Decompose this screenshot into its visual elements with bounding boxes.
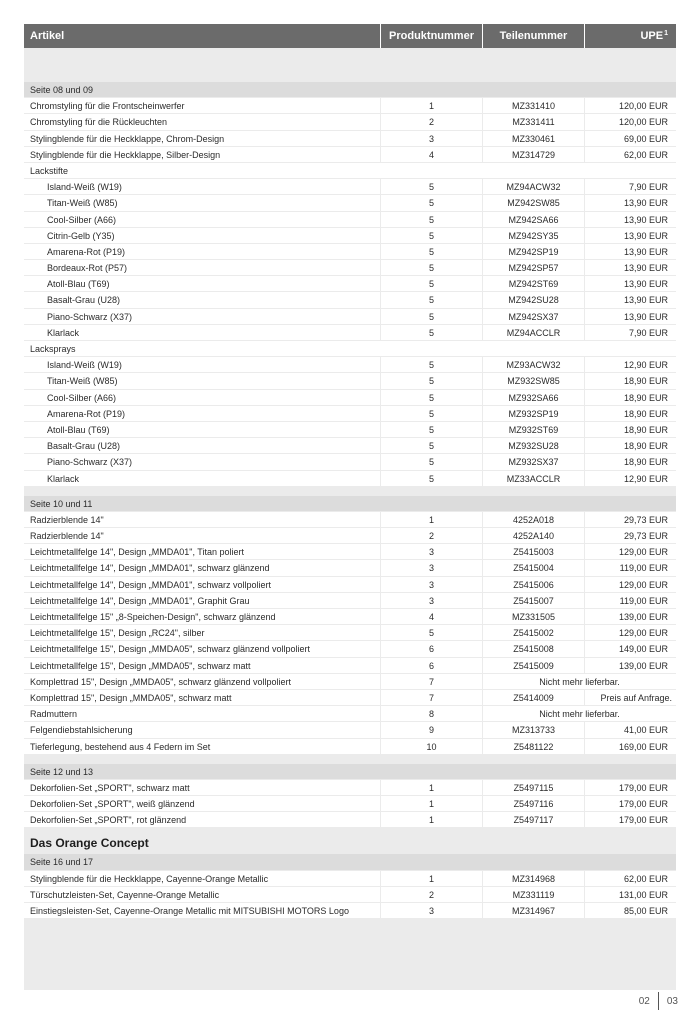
table-row	[24, 147, 676, 163]
row-upe: 129,00 EUR	[585, 577, 676, 593]
table-header	[24, 24, 676, 48]
row-teilenummer: Z5414009	[483, 690, 585, 706]
row-produktnummer: 5	[381, 244, 483, 260]
table-row	[24, 887, 676, 903]
table-row	[24, 625, 676, 641]
row-produktnummer: 5	[381, 625, 483, 641]
row-upe: 18,90 EUR	[585, 390, 676, 406]
row-produktnummer: 5	[381, 471, 483, 487]
row-produktnummer: 6	[381, 658, 483, 674]
row-upe: 18,90 EUR	[585, 454, 676, 470]
table-row	[24, 871, 676, 887]
row-upe: 29,73 EUR	[585, 528, 676, 544]
section-label	[24, 496, 676, 512]
row-artikel: Stylingblende für die Heckklappe, Silber-Design	[24, 147, 381, 163]
row-artikel: Radmuttern	[24, 706, 381, 722]
header-upe-label: UPE	[640, 30, 664, 42]
table-row	[24, 179, 676, 195]
row-produktnummer: 5	[381, 357, 483, 373]
table-row	[24, 357, 676, 373]
row-artikel: Chromstyling für die Rückleuchten	[24, 114, 381, 130]
row-artikel: Klarlack	[24, 325, 381, 341]
row-teilenummer: MZ932SP19	[483, 406, 585, 422]
row-artikel: Amarena-Rot (P19)	[24, 244, 381, 260]
table-row	[24, 325, 676, 341]
row-upe: 13,90 EUR	[585, 228, 676, 244]
row-teilenummer: MZ942SP19	[483, 244, 585, 260]
row-upe: 149,00 EUR	[585, 641, 676, 657]
row-upe: 179,00 EUR	[585, 796, 676, 812]
row-produktnummer: 5	[381, 406, 483, 422]
row-produktnummer: 4	[381, 609, 483, 625]
table-row	[24, 780, 676, 796]
table-row	[24, 528, 676, 544]
table-row	[24, 706, 676, 722]
row-upe: 119,00 EUR	[585, 560, 676, 576]
row-teilenummer: Z5415002	[483, 625, 585, 641]
row-produktnummer: 5	[381, 292, 483, 308]
row-artikel: Komplettrad 15", Design „MMDA05", schwarz matt	[24, 690, 381, 706]
row-produktnummer: 5	[381, 228, 483, 244]
row-artikel: Leichtmetallfelge 14", Design „MMDA01", schwarz glänzend	[24, 560, 381, 576]
row-upe: 129,00 EUR	[585, 625, 676, 641]
row-produktnummer: 5	[381, 325, 483, 341]
row-teilenummer: MZ314968	[483, 871, 585, 887]
row-produktnummer: 3	[381, 593, 483, 609]
row-artikel: Titan-Weiß (W85)	[24, 373, 381, 389]
row-teilenummer: Z5497117	[483, 812, 585, 828]
row-teilenummer: MZ942SX37	[483, 309, 585, 325]
table-row	[24, 690, 676, 706]
table-row	[24, 796, 676, 812]
row-upe: 119,00 EUR	[585, 593, 676, 609]
table-row	[24, 577, 676, 593]
row-produktnummer: 1	[381, 512, 483, 528]
row-teilenummer: MZ942ST69	[483, 276, 585, 292]
row-produktnummer: 7	[381, 674, 483, 690]
section-label-text: Seite 08 und 09	[24, 82, 381, 98]
row-produktnummer: 5	[381, 309, 483, 325]
row-upe: 12,90 EUR	[585, 357, 676, 373]
row-teilenummer: MZ932SA66	[483, 390, 585, 406]
row-produktnummer: 5	[381, 179, 483, 195]
row-upe: 18,90 EUR	[585, 438, 676, 454]
row-produktnummer: 3	[381, 577, 483, 593]
row-upe: 85,00 EUR	[585, 903, 676, 919]
row-artikel: Piano-Schwarz (X37)	[24, 454, 381, 470]
table-row	[24, 512, 676, 528]
row-produktnummer: 1	[381, 796, 483, 812]
header-artikel: Artikel	[24, 24, 381, 48]
row-teilenummer: Z5415004	[483, 560, 585, 576]
row-teilenummer: MZ942SP57	[483, 260, 585, 276]
row-teilenummer: Z5415007	[483, 593, 585, 609]
row-upe: 12,90 EUR	[585, 471, 676, 487]
table-row	[24, 131, 676, 147]
row-teilenummer: Z5415006	[483, 577, 585, 593]
section-label	[24, 764, 676, 780]
row-upe: 13,90 EUR	[585, 260, 676, 276]
row-upe: 131,00 EUR	[585, 887, 676, 903]
group-label-text: Lackstifte	[24, 163, 381, 179]
table-row	[24, 276, 676, 292]
table-row	[24, 674, 676, 690]
row-produktnummer: 2	[381, 528, 483, 544]
row-artikel: Leichtmetallfelge 15", Design „RC24", silber	[24, 625, 381, 641]
row-produktnummer: 1	[381, 780, 483, 796]
row-artikel: Island-Weiß (W19)	[24, 179, 381, 195]
row-upe: 18,90 EUR	[585, 422, 676, 438]
row-upe: 139,00 EUR	[585, 658, 676, 674]
row-produktnummer: 10	[381, 739, 483, 755]
row-upe: 13,90 EUR	[585, 195, 676, 211]
row-produktnummer: 5	[381, 422, 483, 438]
row-teilenummer: MZ331411	[483, 114, 585, 130]
row-produktnummer: 6	[381, 641, 483, 657]
row-artikel: Island-Weiß (W19)	[24, 357, 381, 373]
row-artikel: Leichtmetallfelge 14", Design „MMDA01", Graphit Grau	[24, 593, 381, 609]
row-teilenummer: MZ932SU28	[483, 438, 585, 454]
row-upe: 13,90 EUR	[585, 292, 676, 308]
row-produktnummer: 5	[381, 373, 483, 389]
row-artikel: Titan-Weiß (W85)	[24, 195, 381, 211]
row-teilenummer: MZ94ACCLR	[483, 325, 585, 341]
row-upe: 13,90 EUR	[585, 244, 676, 260]
group-label	[24, 163, 676, 179]
table-row	[24, 373, 676, 389]
table-row	[24, 114, 676, 130]
row-produktnummer: 3	[381, 560, 483, 576]
row-teilenummer: MZ94ACW32	[483, 179, 585, 195]
row-teilenummer: Z5497115	[483, 780, 585, 796]
row-artikel: Leichtmetallfelge 15" „8-Speichen-Design", schwarz glänzend	[24, 609, 381, 625]
row-produktnummer: 8	[381, 706, 483, 722]
table-row	[24, 471, 676, 487]
table-row	[24, 309, 676, 325]
row-upe: 69,00 EUR	[585, 131, 676, 147]
row-teilenummer: MZ932SW85	[483, 373, 585, 389]
row-upe: 129,00 EUR	[585, 544, 676, 560]
table-row	[24, 438, 676, 454]
row-artikel: Bordeaux-Rot (P57)	[24, 260, 381, 276]
row-artikel: Dekorfolien-Set „SPORT", weiß glänzend	[24, 796, 381, 812]
row-artikel: Stylingblende für die Heckklappe, Cayenne-Orange Metallic	[24, 871, 381, 887]
table-row	[24, 454, 676, 470]
row-artikel: Leichtmetallfelge 14", Design „MMDA01", schwarz vollpoliert	[24, 577, 381, 593]
page-divider	[658, 992, 659, 1010]
row-teilenummer: 4252A018	[483, 512, 585, 528]
row-upe: 18,90 EUR	[585, 373, 676, 389]
row-artikel: Dekorfolien-Set „SPORT", schwarz matt	[24, 780, 381, 796]
row-teilenummer: MZ331119	[483, 887, 585, 903]
row-artikel: Citrin-Gelb (Y35)	[24, 228, 381, 244]
table-row	[24, 292, 676, 308]
row-teilenummer: MZ330461	[483, 131, 585, 147]
row-teilenummer: MZ942SW85	[483, 195, 585, 211]
row-teilenummer: MZ314729	[483, 147, 585, 163]
table-row	[24, 658, 676, 674]
table-row	[24, 812, 676, 828]
group-label	[24, 341, 676, 357]
table-row	[24, 406, 676, 422]
row-artikel: Basalt-Grau (U28)	[24, 292, 381, 308]
row-note: Nicht mehr lieferbar.	[483, 706, 676, 722]
row-artikel: Chromstyling für die Frontscheinwerfer	[24, 98, 381, 114]
row-teilenummer: MZ942SA66	[483, 212, 585, 228]
table-row	[24, 560, 676, 576]
row-produktnummer: 5	[381, 390, 483, 406]
row-teilenummer: MZ331410	[483, 98, 585, 114]
row-upe: 13,90 EUR	[585, 309, 676, 325]
row-teilenummer: MZ932ST69	[483, 422, 585, 438]
page-numbers	[639, 992, 678, 1010]
header-upe-footnote: 1	[664, 29, 668, 37]
row-teilenummer: 4252A140	[483, 528, 585, 544]
section-label-text: Seite 10 und 11	[24, 496, 381, 512]
row-upe: 179,00 EUR	[585, 780, 676, 796]
row-upe: 18,90 EUR	[585, 406, 676, 422]
row-teilenummer: Z5497116	[483, 796, 585, 812]
table-row	[24, 390, 676, 406]
section-label-text: Seite 16 und 17	[24, 854, 381, 870]
table-row	[24, 228, 676, 244]
row-produktnummer: 9	[381, 722, 483, 738]
row-produktnummer: 3	[381, 903, 483, 919]
row-teilenummer: Z5415009	[483, 658, 585, 674]
row-teilenummer: Z5415003	[483, 544, 585, 560]
table-row	[24, 722, 676, 738]
header-produktnummer: Produktnummer	[381, 24, 483, 48]
row-artikel: Atoll-Blau (T69)	[24, 422, 381, 438]
row-upe: 62,00 EUR	[585, 871, 676, 887]
section-label	[24, 82, 676, 98]
row-artikel: Piano-Schwarz (X37)	[24, 309, 381, 325]
row-artikel: Leichtmetallfelge 14", Design „MMDA01", Titan poliert	[24, 544, 381, 560]
row-produktnummer: 5	[381, 454, 483, 470]
row-artikel: Cool-Silber (A66)	[24, 390, 381, 406]
row-upe: 169,00 EUR	[585, 739, 676, 755]
table-row	[24, 641, 676, 657]
row-produktnummer: 5	[381, 212, 483, 228]
group-label-text: Lacksprays	[24, 341, 381, 357]
row-teilenummer: MZ313733	[483, 722, 585, 738]
row-artikel: Felgendiebstahlsicherung	[24, 722, 381, 738]
table-row	[24, 739, 676, 755]
row-upe: 62,00 EUR	[585, 147, 676, 163]
row-teilenummer: MZ942SU28	[483, 292, 585, 308]
row-produktnummer: 7	[381, 690, 483, 706]
table-row	[24, 260, 676, 276]
row-produktnummer: 3	[381, 131, 483, 147]
concept-heading: Das Orange Concept	[30, 836, 149, 851]
row-upe: 41,00 EUR	[585, 722, 676, 738]
row-teilenummer: MZ932SX37	[483, 454, 585, 470]
row-produktnummer: 5	[381, 260, 483, 276]
row-teilenummer: MZ93ACW32	[483, 357, 585, 373]
page-number-right: 03	[666, 995, 678, 1007]
row-artikel: Leichtmetallfelge 15", Design „MMDA05", schwarz glänzend vollpoliert	[24, 641, 381, 657]
row-produktnummer: 2	[381, 114, 483, 130]
row-produktnummer: 2	[381, 887, 483, 903]
row-produktnummer: 5	[381, 195, 483, 211]
row-upe: 13,90 EUR	[585, 276, 676, 292]
row-produktnummer: 3	[381, 544, 483, 560]
row-artikel: Klarlack	[24, 471, 381, 487]
row-artikel: Leichtmetallfelge 15", Design „MMDA05", schwarz matt	[24, 658, 381, 674]
section-label	[24, 854, 676, 870]
row-artikel: Basalt-Grau (U28)	[24, 438, 381, 454]
row-produktnummer: 4	[381, 147, 483, 163]
row-artikel: Türschutzleisten-Set, Cayenne-Orange Metallic	[24, 887, 381, 903]
row-teilenummer: MZ942SY35	[483, 228, 585, 244]
row-artikel: Stylingblende für die Heckklappe, Chrom-Design	[24, 131, 381, 147]
row-artikel: Radzierblende 14"	[24, 528, 381, 544]
table-row	[24, 212, 676, 228]
row-upe: 179,00 EUR	[585, 812, 676, 828]
row-produktnummer: 1	[381, 871, 483, 887]
row-upe: 7,90 EUR	[585, 325, 676, 341]
row-artikel: Atoll-Blau (T69)	[24, 276, 381, 292]
row-artikel: Einstiegsleisten-Set, Cayenne-Orange Metallic mit MITSUBISHI MOTORS Logo	[24, 903, 381, 919]
table-row	[24, 98, 676, 114]
header-teilenummer: Teilenummer	[483, 24, 585, 48]
row-produktnummer: 5	[381, 276, 483, 292]
table-row	[24, 422, 676, 438]
row-artikel: Dekorfolien-Set „SPORT", rot glänzend	[24, 812, 381, 828]
row-teilenummer: MZ33ACCLR	[483, 471, 585, 487]
table-row	[24, 903, 676, 919]
page-number-left: 02	[638, 995, 650, 1007]
row-produktnummer: 5	[381, 438, 483, 454]
header-upe	[585, 24, 676, 48]
row-teilenummer: MZ331505	[483, 609, 585, 625]
row-artikel: Amarena-Rot (P19)	[24, 406, 381, 422]
row-upe: 120,00 EUR	[585, 98, 676, 114]
row-artikel: Komplettrad 15", Design „MMDA05", schwarz glänzend vollpoliert	[24, 674, 381, 690]
row-artikel: Radzierblende 14"	[24, 512, 381, 528]
row-teilenummer: Z5481122	[483, 739, 585, 755]
row-upe: 13,90 EUR	[585, 212, 676, 228]
row-upe: 120,00 EUR	[585, 114, 676, 130]
row-upe: 139,00 EUR	[585, 609, 676, 625]
row-produktnummer: 1	[381, 98, 483, 114]
table-row	[24, 195, 676, 211]
row-artikel: Tieferlegung, bestehend aus 4 Federn im Set	[24, 739, 381, 755]
table-row	[24, 609, 676, 625]
table-row	[24, 244, 676, 260]
section-label-text: Seite 12 und 13	[24, 764, 381, 780]
price-table	[24, 24, 676, 990]
row-teilenummer: MZ314967	[483, 903, 585, 919]
row-teilenummer: Z5415008	[483, 641, 585, 657]
table-row	[24, 593, 676, 609]
row-note: Nicht mehr lieferbar.	[483, 674, 676, 690]
row-produktnummer: 1	[381, 812, 483, 828]
row-artikel: Cool-Silber (A66)	[24, 212, 381, 228]
row-upe: 29,73 EUR	[585, 512, 676, 528]
row-note: Preis auf Anfrage.	[585, 690, 676, 706]
row-upe: 7,90 EUR	[585, 179, 676, 195]
table-row	[24, 544, 676, 560]
